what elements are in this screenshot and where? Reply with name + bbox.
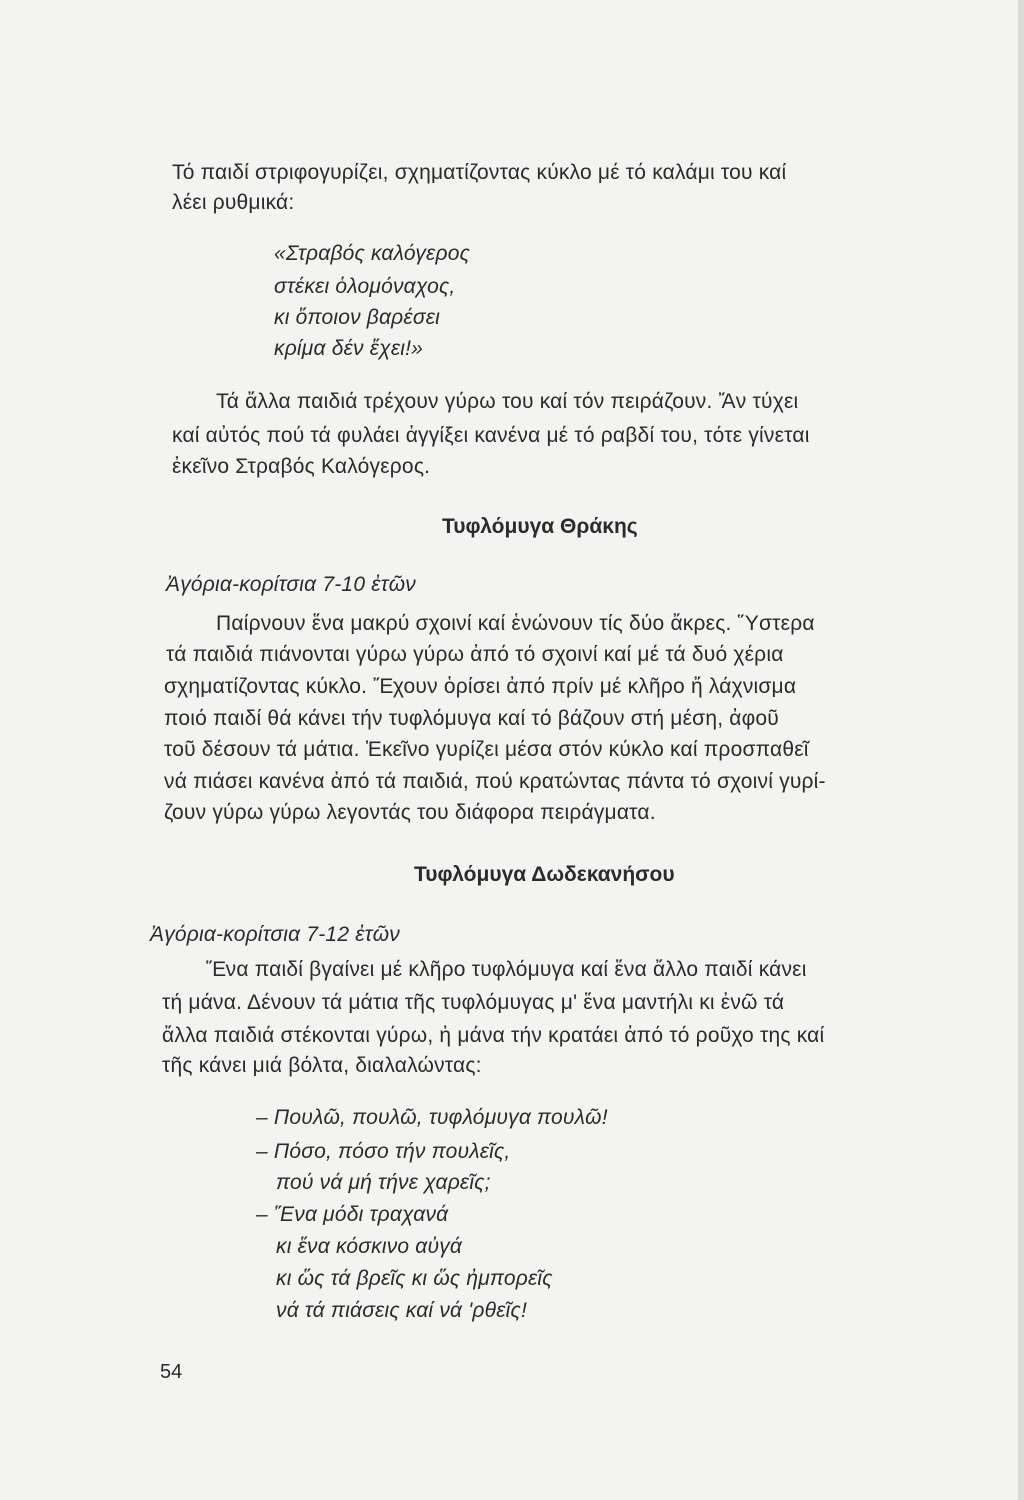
dialogue-line-6: κι ὥς τά βρεῖς κι ὥς ἠμπορεῖς — [276, 1267, 553, 1290]
section-age-thrace: Ἀγόρια-κορίτσια 7-10 ἐτῶν — [166, 573, 416, 596]
rhyme-line-2: στέκει ὁλομόναχος, — [274, 275, 456, 298]
para2-line-3: ἐκεῖνο Στραβός Καλόγερος. — [172, 455, 431, 478]
dodecanese-line-1: Ἕνα παιδί βγαίνει μέ κλῆρο τυφλόμυγα καί ἕνα ἄλλο παιδί κάνει — [206, 958, 807, 981]
dialogue-line-2: – Πόσο, πόσο τήν πουλεῖς, — [256, 1140, 511, 1163]
thrace-line-4: ποιό παιδί θά κάνει τήν τυφλόμυγα καί τό βάζουν στή μέση, ἀφοῦ — [164, 707, 779, 730]
thrace-line-6: νά πιάσει κανένα ἀπό τά παιδιά, πού κρατώντας πάντα τό σχοινί γυρί- — [164, 770, 826, 793]
section-age-dodecanese: Ἀγόρια-κορίτσια 7-12 ἐτῶν — [150, 923, 400, 946]
dodecanese-line-2: τή μάνα. Δένουν τά μάτια τῆς τυφλόμυγας μ' ἕνα μαντήλι κι ἐνῶ τά — [162, 991, 785, 1014]
rhyme-line-1: «Στραβός καλόγερος — [274, 242, 470, 265]
thrace-line-3: σχηματίζοντας κύκλο. Ἔχουν ὁρίσει ἀπό πρίν μέ κλῆρο ἤ λάχνισμα — [164, 675, 797, 698]
section-title-dodecanese: Τυφλόμυγα Δωδεκανήσου — [414, 863, 675, 886]
thrace-line-7: ζουν γύρω γύρω λεγοντάς του διάφορα πειράγματα. — [164, 801, 656, 824]
page-edge-shadow — [1018, 0, 1024, 1500]
para2-line-2: καί αὐτός πού τά φυλάει ἀγγίξει κανένα μέ τό ραβδί του, τότε γίνεται — [172, 424, 810, 447]
rhyme-line-3: κι ὅποιον βαρέσει — [274, 306, 440, 329]
para2-line-1: Τά ἄλλα παιδιά τρέχουν γύρω του καί τόν πειράζουν. Ἄν τύχει — [216, 390, 799, 413]
dialogue-line-7: νά τά πιάσεις καί νά 'ρθεῖς! — [276, 1299, 527, 1322]
section-title-thrace: Τυφλόμυγα Θράκης — [442, 515, 638, 538]
thrace-line-2: τά παιδιά πιάνονται γύρω γύρω ἀπό τό σχοινί καί μέ τά δυό χέρια — [166, 643, 784, 666]
page-number: 54 — [160, 1361, 183, 1383]
dialogue-line-3: πού νά μή τήνε χαρεῖς; — [276, 1171, 491, 1194]
intro-line-2: λέει ρυθμικά: — [172, 191, 295, 214]
dialogue-line-4: – Ἕνα μόδι τραχανά — [256, 1203, 449, 1226]
dialogue-line-1: – Πουλῶ, πουλῶ, τυφλόμυγα πουλῶ! — [256, 1106, 608, 1129]
thrace-line-1: Παίρνουν ἕνα μακρύ σχοινί καί ἑνώνουν τίς δύο ἄκρες. Ὕστερα — [216, 612, 815, 635]
thrace-line-5: τοῦ δέσουν τά μάτια. Ἐκεῖνο γυρίζει μέσα στόν κύκλο καί προσπαθεῖ — [164, 738, 809, 761]
dodecanese-line-3: ἄλλα παιδιά στέκονται γύρω, ἡ μάνα τήν κρατάει ἀπό τό ροῦχο της καί — [162, 1024, 825, 1047]
intro-line-1: Τό παιδί στριφογυρίζει, σχηματίζοντας κύκλο μέ τό καλάμι του καί — [172, 161, 787, 184]
dialogue-line-5: κι ἕνα κόσκινο αὐγά — [276, 1235, 463, 1258]
rhyme-line-4: κρίμα δέν ἔχει!» — [274, 337, 424, 360]
dodecanese-line-4: τῆς κάνει μιά βόλτα, διαλαλώντας: — [162, 1054, 482, 1077]
